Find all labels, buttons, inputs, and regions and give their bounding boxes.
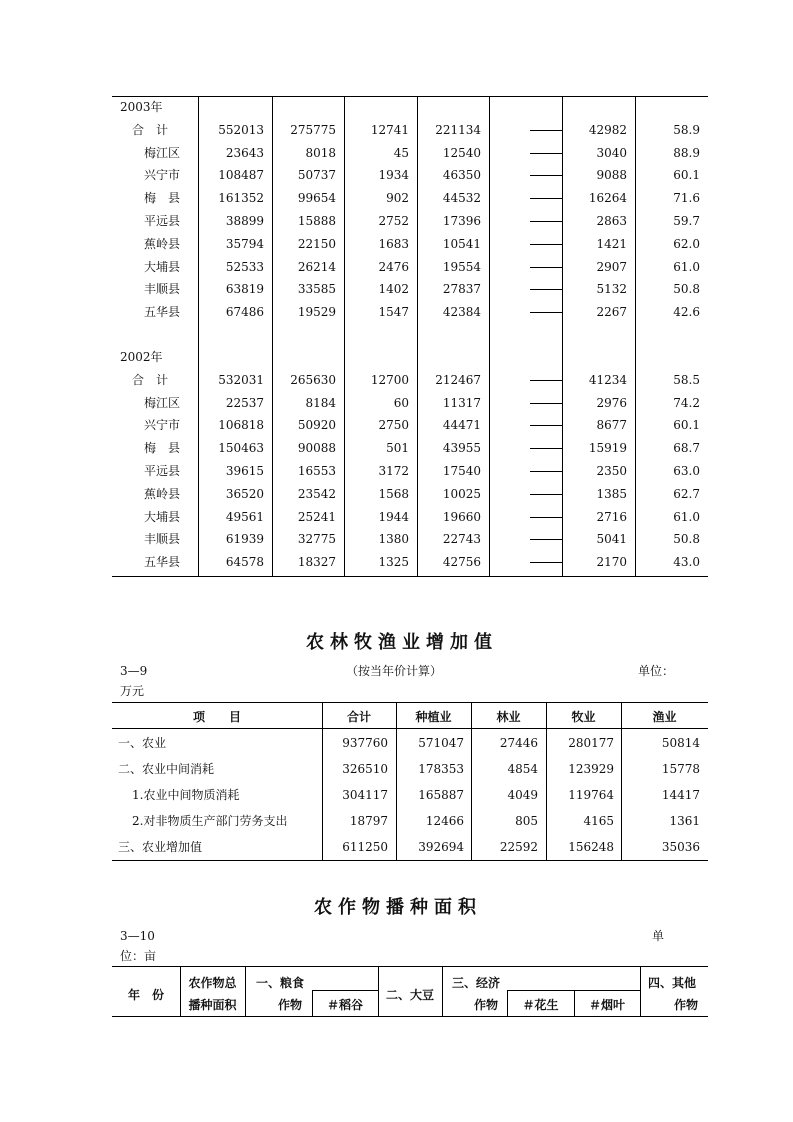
value-cell: 552013 [218,122,264,137]
value-cell: 12741 [370,122,409,137]
value-cell: 17396 [442,214,481,228]
table3-header-year: 年 份 [127,988,164,1002]
empty-value-dash [530,130,562,131]
value-cell: 501 [386,441,409,456]
value-cell: 64578 [225,555,264,570]
value-cell: 90088 [297,441,336,456]
table2-unit-value: 万元 [120,684,145,698]
region-name: 平远县 [144,214,181,228]
value-cell: 4165 [583,814,614,828]
value-cell: 62.7 [673,486,700,501]
item-label: 二、农业中间消耗 [118,762,215,776]
value-cell: 36520 [225,486,264,501]
value-cell: 5132 [596,282,627,297]
value-cell: 165887 [418,788,464,802]
value-cell: 58.5 [673,372,700,387]
value-cell: 212467 [435,372,481,387]
value-cell: 63.0 [673,464,700,478]
value-cell: 937760 [342,736,388,750]
value-cell: 532031 [218,372,264,387]
value-cell: 805 [515,814,538,828]
value-cell: 1325 [378,555,409,570]
value-cell: 33585 [297,282,336,297]
value-cell: 32775 [297,532,336,547]
table2-unit-label: 单位： [638,664,675,678]
value-cell: 60.1 [673,168,700,183]
value-cell: 8184 [305,395,336,410]
value-cell: 2267 [596,305,627,320]
value-cell: 1385 [596,486,627,501]
value-cell: 43955 [442,441,481,456]
value-cell: 3040 [596,145,627,160]
empty-value-dash [530,175,562,176]
table2-header-crop: 种植业 [415,710,452,724]
year-label: 2003年 [120,100,163,114]
value-cell: 99654 [297,191,336,206]
value-cell: 26214 [297,259,336,274]
value-cell: 35794 [225,236,264,251]
value-cell: 23643 [225,145,264,160]
value-cell: 10025 [442,486,481,501]
value-cell: 1683 [378,236,409,251]
value-cell: 14417 [661,788,700,802]
empty-value-dash [530,198,562,199]
table2-header-total: 合计 [346,710,371,724]
value-cell: 61.0 [673,259,700,274]
item-label: 三、农业增加值 [118,840,203,854]
value-cell: 22537 [225,395,264,410]
value-cell: 41234 [588,372,627,387]
value-cell: 42.6 [673,305,700,320]
value-cell: 1361 [669,814,700,828]
value-cell: 1547 [378,305,409,320]
value-cell: 44532 [442,191,481,206]
value-cell: 50.8 [673,532,700,547]
value-cell: 39615 [225,464,264,478]
value-cell: 35036 [661,840,700,854]
value-cell: 22743 [442,532,481,547]
value-cell: 123929 [568,762,614,776]
value-cell: 19660 [442,509,481,524]
value-cell: 5041 [596,532,627,547]
value-cell: 4854 [507,762,538,776]
value-cell: 68.7 [673,441,700,456]
value-cell: 161352 [218,191,264,206]
value-cell: 38899 [225,214,264,228]
table3-header-other-line2: 作物 [674,998,699,1012]
table2-note: （按当年价计算） [346,664,443,678]
empty-value-dash [530,153,562,154]
empty-value-dash [530,289,562,290]
item-label: 2.对非物质生产部门劳务支出 [132,814,288,828]
value-cell: 52533 [225,259,264,274]
value-cell: 63819 [225,282,264,297]
value-cell: 304117 [342,788,388,802]
table3-unit-label: 单 [652,929,665,943]
value-cell: 1934 [378,168,409,183]
value-cell: 2752 [378,214,409,228]
empty-value-dash [530,425,562,426]
table3-header-total-line1: 农作物总 [188,976,237,990]
region-name: 合 计 [132,122,169,137]
item-label: 1.农业中间物质消耗 [132,788,240,802]
value-cell: 1402 [378,282,409,297]
value-cell: 15919 [588,441,627,456]
value-cell: 2170 [596,555,627,570]
value-cell: 18797 [349,814,388,828]
region-name: 梅 县 [144,191,181,206]
region-name: 兴宁市 [144,168,181,183]
value-cell: 119764 [568,788,614,802]
value-cell: 60.1 [673,418,700,433]
value-cell: 49561 [225,509,264,524]
value-cell: 265630 [290,372,336,387]
region-name: 合 计 [132,372,169,387]
value-cell: 2976 [596,395,627,410]
empty-value-dash [530,403,562,404]
value-cell: 275775 [290,122,336,137]
value-cell: 178353 [418,762,464,776]
table3-header-peanut: ＃花生 [522,998,559,1012]
value-cell: 4049 [507,788,538,802]
value-cell: 50737 [297,168,336,183]
value-cell: 15888 [297,214,336,228]
empty-value-dash [530,312,562,313]
value-cell: 2750 [378,418,409,433]
empty-value-dash [530,494,562,495]
value-cell: 22150 [297,236,336,251]
region-name: 五华县 [144,305,181,320]
table2-header-forestry: 林业 [496,710,521,724]
table3-header-tobacco: ＃烟叶 [588,998,625,1012]
value-cell: 16553 [297,464,336,478]
region-name: 丰顺县 [144,282,181,297]
value-cell: 571047 [418,736,464,750]
region-name: 大埔县 [144,509,181,524]
empty-value-dash [530,471,562,472]
value-cell: 3172 [378,464,409,478]
value-cell: 43.0 [673,555,700,570]
value-cell: 61939 [225,532,264,547]
value-cell: 326510 [342,762,388,776]
value-cell: 27837 [442,282,481,297]
table2-header-livestock: 牧业 [571,710,596,724]
table3-header-grain-line1: 一、粮食 [256,976,305,990]
value-cell: 156248 [568,840,614,854]
value-cell: 18327 [297,555,336,570]
value-cell: 50814 [661,736,700,750]
table2-header-item: 项 目 [192,710,241,724]
region-name: 丰顺县 [144,532,181,547]
table3-code: 3—10 [120,929,155,943]
value-cell: 19529 [297,305,336,320]
value-cell: 2350 [596,464,627,478]
value-cell: 58.9 [673,122,700,137]
value-cell: 10541 [442,236,481,251]
region-name: 大埔县 [144,259,181,274]
table2-code: 3—9 [120,664,148,678]
value-cell: 74.2 [673,395,700,410]
value-cell: 62.0 [673,236,700,251]
value-cell: 42982 [588,122,627,137]
table2-header-fishery: 渔业 [652,710,677,724]
value-cell: 12700 [370,372,409,387]
value-cell: 42756 [442,555,481,570]
value-cell: 2716 [596,509,627,524]
value-cell: 22592 [499,840,538,854]
value-cell: 23542 [297,486,336,501]
value-cell: 611250 [342,840,388,854]
empty-value-dash [530,562,562,563]
value-cell: 42384 [442,305,481,320]
value-cell: 8018 [305,145,336,160]
value-cell: 88.9 [673,145,700,160]
region-name: 五华县 [144,555,181,570]
value-cell: 50.8 [673,282,700,297]
value-cell: 392694 [418,840,464,854]
year-label: 2002年 [120,350,163,364]
value-cell: 60 [393,395,409,410]
empty-value-dash [530,244,562,245]
region-name: 兴宁市 [144,418,181,433]
table1-bottom-rule [112,576,708,577]
value-cell: 25241 [297,509,336,524]
value-cell: 16264 [588,191,627,206]
value-cell: 902 [386,191,409,206]
table3-header-rice: ＃稻谷 [326,998,363,1012]
value-cell: 59.7 [673,214,700,228]
table3-header-total-line2: 播种面积 [188,998,237,1012]
empty-value-dash [530,539,562,540]
table2-title: 农林牧渔业增加值 [306,632,498,653]
value-cell: 15778 [661,762,700,776]
value-cell: 17540 [442,464,481,478]
value-cell: 61.0 [673,509,700,524]
region-name: 蕉岭县 [144,486,181,501]
table3-header-econ-line1: 三、经济 [452,976,501,990]
empty-value-dash [530,221,562,222]
value-cell: 2907 [596,259,627,274]
value-cell: 2863 [596,214,627,228]
value-cell: 11317 [442,395,481,410]
table3-header-soybean: 二、大豆 [385,988,434,1002]
region-name: 蕉岭县 [144,236,181,251]
value-cell: 280177 [568,736,614,750]
value-cell: 45 [393,145,409,160]
value-cell: 67486 [225,305,264,320]
table3-header-other-line1: 四、其他 [648,976,697,990]
table3-header-econ-line2: 作物 [474,998,499,1012]
value-cell: 12540 [442,145,481,160]
value-cell: 19554 [442,259,481,274]
value-cell: 50920 [297,418,336,433]
value-cell: 12466 [425,814,464,828]
region-name: 梅 县 [144,441,181,456]
table3-title: 农作物播种面积 [314,897,482,918]
value-cell: 1421 [596,236,627,251]
region-name: 梅江区 [144,145,181,160]
value-cell: 150463 [218,441,264,456]
value-cell: 44471 [442,418,481,433]
empty-value-dash [530,380,562,381]
value-cell: 71.6 [673,191,700,206]
empty-value-dash [530,448,562,449]
value-cell: 1568 [378,486,409,501]
value-cell: 27446 [499,736,538,750]
value-cell: 221134 [435,122,481,137]
empty-value-dash [530,517,562,518]
empty-value-dash [530,267,562,268]
value-cell: 1380 [378,532,409,547]
value-cell: 108487 [218,168,264,183]
value-cell: 106818 [218,418,264,433]
item-label: 一、农业 [118,736,167,750]
region-name: 梅江区 [144,395,181,410]
region-name: 平远县 [144,464,181,478]
value-cell: 8677 [596,418,627,433]
value-cell: 1944 [378,509,409,524]
value-cell: 2476 [378,259,409,274]
value-cell: 46350 [442,168,481,183]
table1-top-rule [112,96,708,97]
table3-header-grain-line2: 作物 [278,998,303,1012]
value-cell: 9088 [596,168,627,183]
table3-unit-value: 位：亩 [120,949,157,963]
